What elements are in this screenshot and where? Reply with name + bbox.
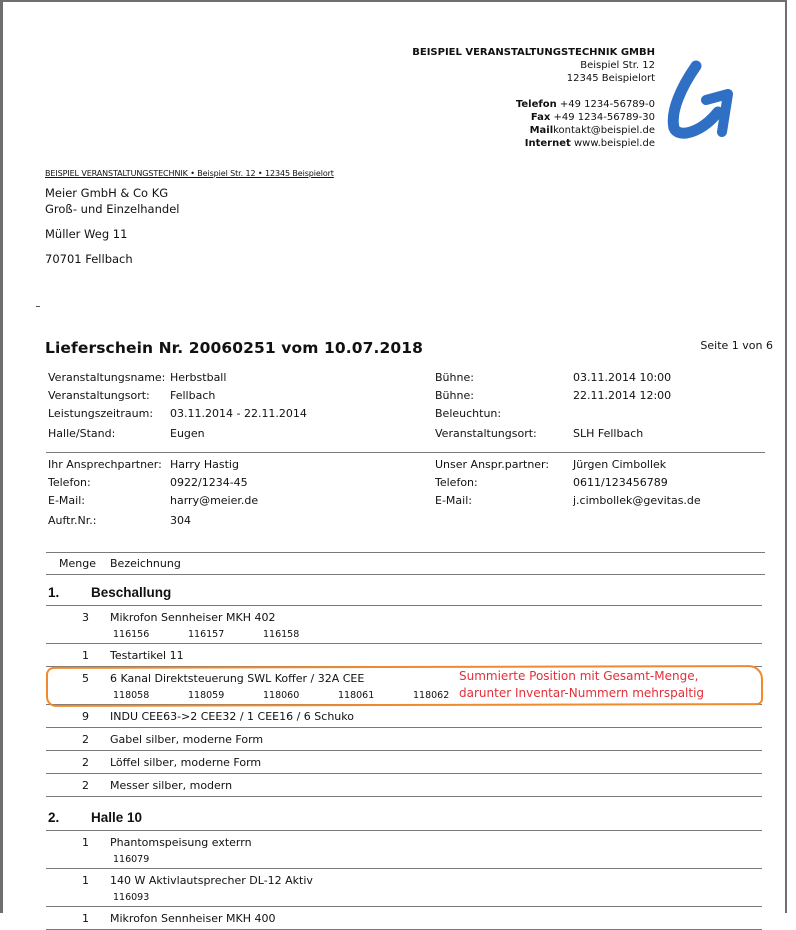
- section-number: 2.: [48, 810, 60, 825]
- inventory-number: 116079: [113, 854, 150, 865]
- event-field-label: Bühne:: [435, 371, 474, 384]
- item-quantity: 1: [82, 649, 89, 662]
- item-description: Phantomspeisung exterrn: [110, 836, 252, 849]
- divider: [46, 605, 762, 606]
- contact-field-value: 0611/123456789: [573, 476, 668, 489]
- item-quantity: 1: [82, 912, 89, 925]
- item-quantity: 1: [82, 874, 89, 887]
- item-description: Mikrofon Sennheiser MKH 402: [110, 611, 276, 624]
- sender-street: Beispiel Str. 12: [580, 60, 655, 71]
- event-field-value: 22.11.2014 12:00: [573, 389, 672, 402]
- item-quantity: 1: [82, 836, 89, 849]
- column-header-description: Bezeichnung: [110, 557, 181, 570]
- inventory-number: 116093: [113, 892, 150, 903]
- recipient-city: 70701 Fellbach: [45, 252, 133, 266]
- event-field-value: 03.11.2014 - 22.11.2014: [170, 407, 307, 420]
- item-description: 6 Kanal Direktsteuerung SWL Koffer / 32A CEE: [110, 672, 365, 685]
- sender-block: [412, 46, 655, 150]
- inventory-number: 118059: [188, 690, 225, 701]
- item-description: INDU CEE63->2 CEE32 / 1 CEE16 / 6 Schuko: [110, 710, 354, 723]
- divider: [46, 643, 762, 644]
- sender-internet: www.beispiel.de: [573, 138, 655, 149]
- annotation-note: [459, 668, 704, 702]
- divider: [46, 868, 762, 869]
- divider: [46, 750, 762, 751]
- divider: [46, 906, 762, 907]
- sender-mail-line: [412, 124, 655, 137]
- inventory-number: 118060: [263, 690, 300, 701]
- sender-phone-line: [412, 98, 655, 111]
- divider: [46, 552, 765, 553]
- contact-field-value: Harry Hastig: [170, 458, 239, 471]
- section-number: 1.: [48, 585, 60, 600]
- sender-fax-label: Fax: [530, 112, 551, 123]
- event-field-label: Veranstaltungsname:: [48, 371, 166, 384]
- event-field-label: Beleuchtun:: [435, 407, 502, 420]
- item-quantity: 2: [82, 733, 89, 746]
- event-field-value: Herbstball: [170, 371, 227, 384]
- document-title: Lieferschein Nr. 20060251 vom 10.07.2018: [45, 339, 424, 357]
- event-field-label: Halle/Stand:: [48, 427, 116, 440]
- sender-internet-line: [412, 137, 655, 150]
- divider: [46, 830, 762, 831]
- fold-mark: [36, 306, 40, 307]
- sender-mail: kontakt@beispiel.de: [553, 125, 655, 136]
- event-field-value: Fellbach: [170, 389, 216, 402]
- recipient-name: Meier GmbH & Co KG: [45, 186, 169, 200]
- recipient-subtitle: Groß- und Einzelhandel: [45, 202, 180, 216]
- recipient-street: Müller Weg 11: [45, 227, 128, 241]
- sender-phone: +49 1234-56789-0: [559, 99, 655, 110]
- divider: [46, 796, 762, 797]
- contact-field-label: E-Mail:: [48, 494, 85, 507]
- section-title: Beschallung: [91, 585, 172, 600]
- annotation-line-2: darunter Inventar-Nummern mehrspaltig: [459, 686, 705, 700]
- contact-field-value: 304: [170, 514, 191, 527]
- sender-fax: +49 1234-56789-30: [553, 112, 655, 123]
- inventory-number: 118062: [413, 690, 450, 701]
- item-description: Testartikel 11: [110, 649, 184, 662]
- item-description: 140 W Aktivlautsprecher DL-12 Aktiv: [110, 874, 313, 887]
- item-description: Mikrofon Sennheiser MKH 400: [110, 912, 276, 925]
- contact-field-value: 0922/1234-45: [170, 476, 248, 489]
- divider: [46, 773, 762, 774]
- inventory-number: 116158: [263, 629, 300, 640]
- sender-phone-label: Telefon: [515, 99, 557, 110]
- event-field-label: Leistungszeitraum:: [48, 407, 154, 420]
- sender-company: BEISPIEL VERANSTALTUNGSTECHNIK GMBH: [412, 47, 655, 58]
- event-field-value: Eugen: [170, 427, 205, 440]
- contact-field-label: Telefon:: [48, 476, 91, 489]
- sender-internet-label: Internet: [524, 138, 571, 149]
- item-quantity: 5: [82, 672, 89, 685]
- viewer-frame-right: [785, 0, 796, 913]
- contact-field-label: Ihr Ansprechpartner:: [48, 458, 162, 471]
- contact-field-value: Jürgen Cimbollek: [573, 458, 667, 471]
- item-quantity: 2: [82, 779, 89, 792]
- annotation-line-1: Summierte Position mit Gesamt-Menge,: [459, 669, 699, 683]
- inventory-number: 116156: [113, 629, 150, 640]
- item-description: Löffel silber, moderne Form: [110, 756, 262, 769]
- page-number: Seite 1 von 6: [700, 339, 773, 352]
- item-description: Messer silber, modern: [110, 779, 233, 792]
- divider: [46, 574, 765, 575]
- item-quantity: 2: [82, 756, 89, 769]
- item-quantity: 3: [82, 611, 89, 624]
- inventory-number: 116157: [188, 629, 225, 640]
- contact-field-label: Telefon:: [435, 476, 478, 489]
- contact-field-value: j.cimbollek@gevitas.de: [573, 494, 701, 507]
- event-field-label: Bühne:: [435, 389, 474, 402]
- sender-city: 12345 Beispielort: [566, 73, 655, 84]
- recipient-address: [45, 185, 179, 267]
- sender-fax-line: [412, 111, 655, 124]
- item-quantity: 9: [82, 710, 89, 723]
- event-field-value: SLH Fellbach: [573, 427, 644, 440]
- section-title: Halle 10: [91, 810, 143, 825]
- event-field-label: Veranstaltungsort:: [48, 389, 150, 402]
- return-address-line: BEISPIEL VERANSTALTUNGSTECHNIK • Beispiel Str. 12 • 12345 Beispielort: [45, 169, 334, 178]
- contact-field-label: Unser Anspr.partner:: [435, 458, 550, 471]
- item-description: Gabel silber, moderne Form: [110, 733, 264, 746]
- event-field-value: 03.11.2014 10:00: [573, 371, 672, 384]
- column-header-qty: Menge: [59, 557, 96, 570]
- contact-field-label: E-Mail:: [435, 494, 472, 507]
- contact-field-value: harry@meier.de: [170, 494, 259, 507]
- divider: [46, 727, 762, 728]
- event-field-label: Veranstaltungsort:: [435, 427, 537, 440]
- company-logo-icon: [660, 56, 740, 146]
- inventory-number: 118058: [113, 690, 150, 701]
- inventory-number: 118061: [338, 690, 375, 701]
- sender-mail-label: Mail: [529, 125, 554, 136]
- divider: [46, 452, 765, 453]
- contact-field-label: Auftr.Nr.:: [48, 514, 97, 527]
